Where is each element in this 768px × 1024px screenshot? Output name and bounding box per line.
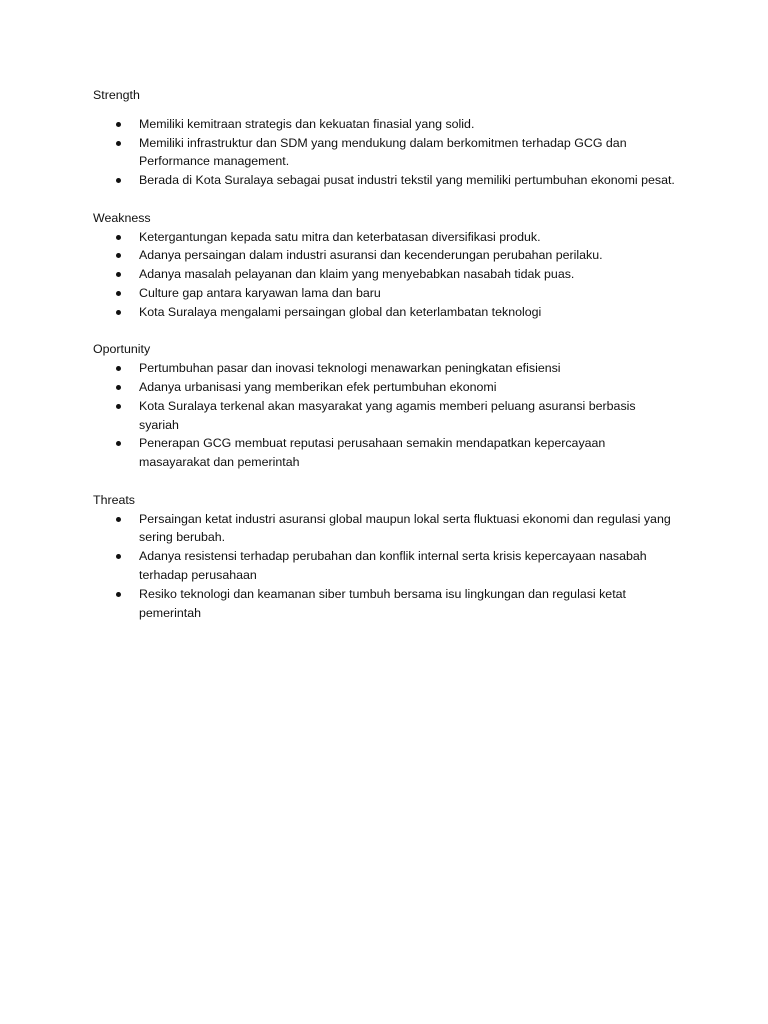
section-weakness xyxy=(93,209,678,322)
bullet-icon xyxy=(116,122,121,127)
list-item xyxy=(93,359,678,378)
list-item xyxy=(93,434,678,472)
list-item xyxy=(93,585,678,623)
bullet-icon xyxy=(116,385,121,390)
list-item-text: Pertumbuhan pasar dan inovasi teknologi menawarkan peningkatan efisiensi xyxy=(139,361,561,376)
list-item-text: Berada di Kota Suralaya sebagai pusat industri tekstil yang memiliki pertumbuhan ekonomi pesat. xyxy=(139,173,675,188)
list-item-text: Kota Suralaya mengalami persaingan global dan keterlambatan teknologi xyxy=(139,304,542,319)
list-item-text: Adanya persaingan dalam industri asuransi dan kecenderungan perubahan perilaku. xyxy=(139,248,603,263)
document-body xyxy=(93,86,678,622)
list-item xyxy=(93,397,678,435)
section-opportunity xyxy=(93,340,678,472)
bullet-icon xyxy=(116,592,121,597)
list-item xyxy=(93,378,678,397)
bullet-icon xyxy=(116,404,121,409)
threats-list xyxy=(93,510,678,623)
list-item-text: Memiliki kemitraan strategis dan kekuatan finasial yang solid. xyxy=(139,116,475,131)
section-heading-opportunity: Oportunity xyxy=(93,342,151,357)
section-threats xyxy=(93,491,678,623)
bullet-icon xyxy=(116,441,121,446)
list-item xyxy=(93,510,678,548)
list-item-text: Culture gap antara karyawan lama dan baru xyxy=(139,285,381,300)
bullet-icon xyxy=(116,366,121,371)
section-heading-strength: Strength xyxy=(93,88,140,102)
list-item-text: Adanya masalah pelayanan dan klaim yang menyebabkan nasabah tidak puas. xyxy=(139,267,575,282)
list-item xyxy=(93,115,678,134)
list-item-text: Ketergantungan kepada satu mitra dan keterbatasan diversifikasi produk. xyxy=(139,229,541,244)
section-strength xyxy=(93,86,678,190)
bullet-icon xyxy=(116,235,121,240)
list-item xyxy=(93,547,678,585)
section-heading-weakness: Weakness xyxy=(93,210,151,225)
bullet-icon xyxy=(116,517,121,522)
list-item xyxy=(93,284,678,303)
list-item-text: Adanya urbanisasi yang memberikan efek pertumbuhan ekonomi xyxy=(139,379,497,394)
bullet-icon xyxy=(116,253,121,258)
bullet-icon xyxy=(116,310,121,315)
bullet-icon xyxy=(116,272,121,277)
section-heading-threats: Threats xyxy=(93,492,136,507)
weakness-list xyxy=(93,228,678,322)
bullet-icon xyxy=(116,141,121,146)
list-item-text: Persaingan ketat industri asuransi global maupun lokal serta fluktuasi ekonomi dan regulasi yang sering berubah. xyxy=(139,511,671,545)
opportunity-list xyxy=(93,359,678,472)
bullet-icon xyxy=(116,178,121,183)
list-item-text: Memiliki infrastruktur dan SDM yang mendukung dalam berkomitmen terhadap GCG dan Performance management. xyxy=(139,135,627,169)
list-item xyxy=(93,265,678,284)
strength-list xyxy=(93,115,678,190)
list-item-text: Kota Suralaya terkenal akan masyarakat yang agamis memberi peluang asuransi berbasis syariah xyxy=(139,398,636,432)
list-item xyxy=(93,246,678,265)
list-item xyxy=(93,134,678,172)
list-item xyxy=(93,303,678,322)
list-item-text: Resiko teknologi dan keamanan siber tumbuh bersama isu lingkungan dan regulasi ketat pemerintah xyxy=(139,586,626,620)
list-item-text: Adanya resistensi terhadap perubahan dan konflik internal serta krisis kepercayaan nasabah terhadap perusahaan xyxy=(139,549,647,582)
bullet-icon xyxy=(116,554,121,559)
list-item-text: Penerapan GCG membuat reputasi perusahaan semakin mendapatkan kepercayaan masayarakat dan pemerintah xyxy=(139,436,606,470)
bullet-icon xyxy=(116,291,121,296)
list-item xyxy=(93,171,678,190)
list-item xyxy=(93,228,678,247)
